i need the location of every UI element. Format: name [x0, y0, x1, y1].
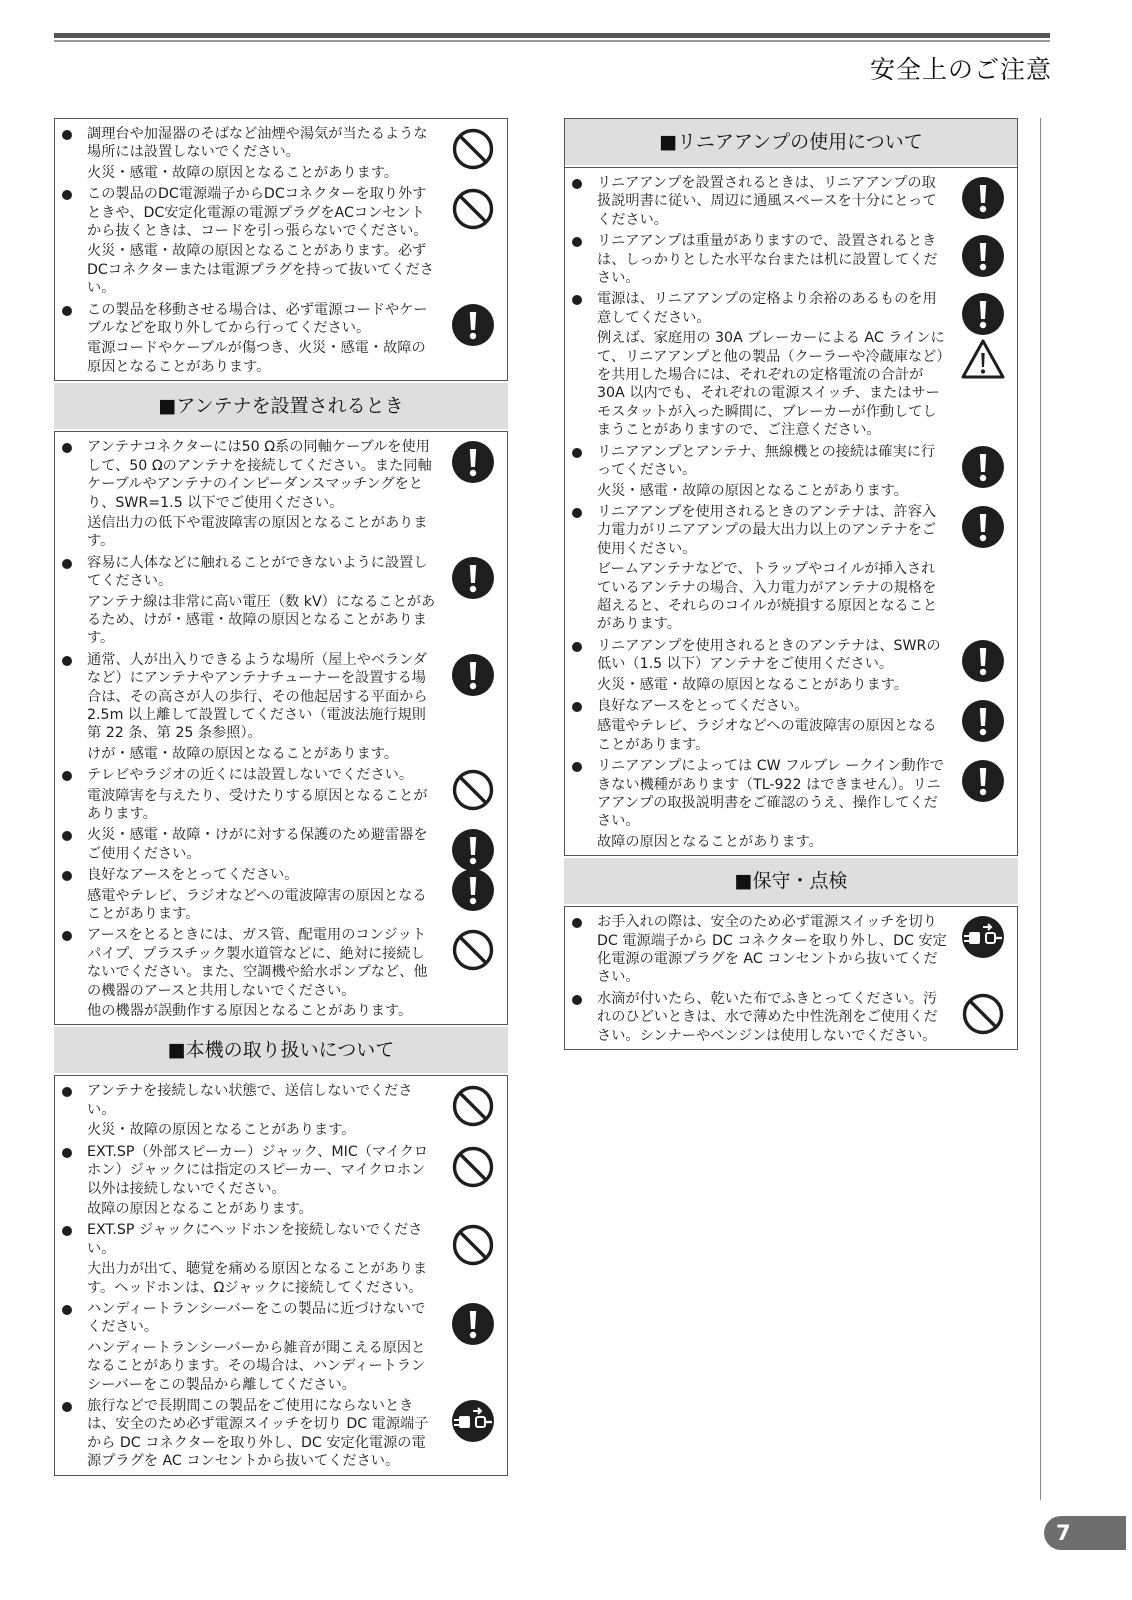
warning-item	[565, 757, 1017, 851]
maintenance-warnings-box	[564, 906, 1018, 1050]
mandatory-icon	[961, 639, 1005, 683]
warning-text: EXT.SP（外部スピーカー）ジャック、MIC（マイクロホン）ジャックには指定のスピーカー、マイクロホン以外は接続しないでください。	[87, 1143, 429, 1197]
mandatory-icon	[961, 292, 1005, 336]
warning-text: リニアアンプによっては CW フルブレ ークイン動作できない機種があります（TL-922 はできません）。リニアアンプの取扱説明書をご確認のうえ、操作してください。	[597, 758, 944, 830]
warning-item	[55, 1300, 507, 1394]
warning-text: 火災・感電・故障・けがに対する保護のため避雷器をご使用ください。	[87, 827, 428, 862]
warning-item	[55, 1221, 507, 1297]
warning-note: 火災・感電・故障の原因となることがあります。	[597, 482, 908, 499]
mandatory-icon	[451, 440, 495, 484]
warning-item	[55, 926, 507, 1020]
warning-item	[55, 866, 507, 923]
warning-item	[565, 290, 1017, 439]
warning-note: 火災・感電・故障の原因となることがあります。	[87, 164, 398, 181]
amp-warnings-list	[565, 167, 1017, 851]
amp-heading: ■リニアアンプの使用について	[565, 119, 1017, 165]
warning-text: 調理台や加湿器のそばなど油煙や湯気が当たるような場所には設置しないでください。	[87, 126, 428, 161]
warning-text: リニアアンプを使用されるときのアンテナは、許容入力電力がリニアアンプの最大出力以上のアンテナをご使用ください。	[597, 503, 937, 557]
warning-text: お手入れの際は、安全のため必ず電源スイッチを切り DC 電源端子から DC コネクターを取り外し、DC 安定化電源の電源プラグを AC コンセントから抜いてください。	[597, 914, 947, 986]
warning-item	[55, 438, 507, 550]
warning-text: 良好なアースをとってください。	[597, 697, 809, 714]
mandatory-icon	[451, 303, 495, 347]
warning-item	[55, 1143, 507, 1219]
warning-text: ハンディートランシーバーをこの製品に近づけないでください。	[87, 1300, 426, 1336]
warning-note: けが・感電・故障の原因となることがあります。	[87, 745, 398, 762]
mandatory-icon	[961, 445, 1005, 489]
warning-item	[55, 554, 507, 648]
prohibition-icon	[451, 928, 495, 972]
warning-text: テレビやラジオの近くには設置しないでください。	[87, 767, 414, 784]
page-number: 7	[1044, 1516, 1126, 1550]
warning-item	[565, 637, 1017, 694]
page-title: 安全上のご注意	[869, 55, 1052, 84]
handling-warnings-box	[54, 1075, 508, 1475]
warning-note: ハンディートランシーバーから雑音が聞こえる原因となることがあります。その場合は、ハンディートランシーバーをこの製品から離してください。	[87, 1339, 426, 1393]
maintenance-heading: ■保守・点検	[564, 858, 1018, 904]
warning-note: 例えば、家庭用の 30A ブレーカーによる AC ラインにて、リニアアンプと他の製品（クーラーや冷蔵庫など）を共用した場合には、それぞれの定格電流の合計が 30A 以内でも、それぞれの電源スイッチ、またはサーモスタットが入った瞬間に、ブレーカーが作動してしまうことがありますので、ご注意ください。	[597, 330, 945, 439]
prohibition-icon	[451, 1145, 495, 1189]
antenna-warnings-box	[54, 431, 508, 1025]
warning-text: リニアアンプを設置されるときは、リニアアンプの取扱説明書に従い、周辺に通風スペースを十分にとってください。	[597, 175, 937, 228]
warning-text: 旅行などで長期間この製品をご使用にならないときは、安全のため必ず電源スイッチを切り DC 電源端子から DC コネクターを取り外し、DC 安定化電源の電源プラグを AC コンセントから抜いてください。	[87, 1397, 429, 1470]
warning-item	[55, 1082, 507, 1139]
mandatory-icon	[961, 234, 1005, 278]
mandatory-icon	[451, 1302, 495, 1346]
prohibition-icon	[451, 1084, 495, 1128]
warning-note: 火災・感電・故障の原因となることがあります。必ずDCコネクターまたは電源プラグを持って抜いてください。	[87, 243, 434, 297]
mandatory-icon	[961, 505, 1005, 549]
warning-text: リニアアンプは重量がありますので、設置されるときは、しっかりとした水平な台または机に設置してください。	[597, 233, 938, 287]
prohibition-icon	[451, 127, 495, 171]
warning-text: アースをとるときには、ガス管、配電用のコンジットパイプ、プラスチック製水道管などに、絶対に接続しないでください。また、空調機や給水ポンプなど、他の機器のアースと共用しないでください。	[87, 927, 428, 999]
mandatory-icon	[961, 176, 1005, 220]
warning-text: EXT.SP ジャックにヘッドホンを接続しないでください。	[87, 1222, 423, 1257]
left-column	[54, 118, 508, 1476]
warning-item	[565, 174, 1017, 229]
caution-icon	[961, 338, 1005, 382]
warning-item	[565, 443, 1017, 500]
header-rule	[54, 33, 1050, 38]
warning-item	[565, 990, 1017, 1045]
warning-note: 故障の原因となることがあります。	[87, 1200, 313, 1217]
warning-item	[55, 301, 507, 377]
amp-section-box	[564, 118, 1018, 856]
mandatory-icon	[451, 556, 495, 600]
warning-note: 火災・故障の原因となることがあります。	[87, 1122, 356, 1139]
general-warnings-box	[54, 118, 508, 381]
mandatory-icon	[961, 699, 1005, 743]
prohibition-icon	[451, 187, 495, 231]
mandatory-icon	[961, 759, 1005, 803]
unplug-icon	[451, 1399, 495, 1443]
warning-text: 良好なアースをとってください。	[87, 867, 299, 884]
warning-note: 他の機器が誤動作する原因となることがあります。	[87, 1003, 413, 1020]
prohibition-icon	[451, 768, 495, 812]
warning-text: 容易に人体などに触れることができないように設置してください。	[87, 554, 428, 590]
warning-note: 電源コードやケーブルが傷つき、火災・感電・故障の原因となることがあります。	[87, 340, 426, 375]
warning-text: 水滴が付いたら、乾いた布でふきとってください。汚れのひどいときは、水で薄めた中性洗剤をご使用ください。シンナーやベンジンは使用しないでください。	[597, 990, 938, 1044]
warning-text: この製品を移動させる場合は、必ず電源コードやケーブルなどを取り外してから行ってください。	[87, 301, 428, 337]
warning-note: 感電やテレビ、ラジオなどへの電波障害の原因となることがあります。	[87, 887, 427, 923]
header-rule-thin	[54, 40, 1050, 42]
warning-note: 故障の原因となることがあります。	[597, 833, 823, 850]
warning-text: この製品のDC電源端子からDCコネクターを取り外すときや、DC安定化電源の電源プラグをACコンセントから抜くときは、コードを引っ張らないでください。	[87, 186, 428, 240]
warning-note: 電波障害を与えたり、受けたりする原因となることがあります。	[87, 787, 428, 822]
unplug-icon	[961, 915, 1005, 959]
warning-item	[55, 125, 507, 182]
warning-item	[565, 697, 1017, 754]
warning-note: ビームアンテナなどで、トラップやコイルが挿入されているアンテナの場合、入力電力がアンテナの規格を超えると、それらのコイルが焼損する原因となることがあります。	[597, 561, 938, 633]
warning-note: アンテナ線は非常に高い電圧（数 kV）になることがあるため、けが・感電・故障の原因となることがあります。	[87, 593, 436, 647]
warning-item	[55, 651, 507, 763]
warning-text: アンテナコネクターには50 Ω系の同軸ケーブルを使用して、50 Ωのアンテナを接続してください。また同軸ケーブルやアンテナのインピーダンスマッチングをとり、SWR=1.5 以下でご使用ください。	[87, 439, 432, 511]
warning-item	[565, 503, 1017, 634]
warning-item	[55, 826, 507, 863]
side-rule	[1040, 118, 1041, 1500]
warning-item	[55, 1397, 507, 1471]
warning-note: 感電やテレビ、ラジオなどへの電波障害の原因となることがあります。	[597, 718, 937, 753]
right-column	[564, 118, 1018, 1050]
warning-item	[55, 766, 507, 823]
warning-note: 送信出力の低下や電波障害の原因となることがあります。	[87, 514, 428, 550]
warning-text: アンテナを接続しない状態で、送信しないでください。	[87, 1083, 413, 1118]
mandatory-icon	[451, 653, 495, 697]
prohibition-icon	[451, 1223, 495, 1267]
warning-text: リニアアンプとアンテナ、無線機との接続は確実に行ってください。	[597, 443, 936, 479]
warning-text: リニアアンプを使用されるときのアンテナは、SWRの低い（1.5 以下）アンテナをご使用ください。	[597, 637, 941, 673]
warning-item	[565, 913, 1017, 987]
warning-item	[565, 232, 1017, 287]
warning-item	[55, 185, 507, 297]
antenna-heading: ■アンテナを設置されるとき	[54, 383, 508, 429]
handling-heading: ■本機の取り扱いについて	[54, 1027, 508, 1073]
mandatory-icon	[451, 868, 495, 912]
warning-note: 大出力が出て、聴覚を痛める原因となることがあります。ヘッドホンは、Ωジャックに接続してください。	[87, 1261, 428, 1296]
warning-text: 通常、人が出入りできるような場所（屋上やベランダなど）にアンテナやアンテナチューナーを設置する場合は、その高さが人の歩行、その他起居する平面から 2.5m 以上離して設置してください（電波法施行規則第 22 条、第 25 条参照）。	[87, 651, 428, 742]
warning-text: 電源は、リニアアンプの定格より余裕のあるものを用意してください。	[597, 291, 937, 326]
warning-note: 火災・感電・故障の原因となることがあります。	[597, 676, 908, 693]
prohibition-icon	[961, 992, 1005, 1036]
